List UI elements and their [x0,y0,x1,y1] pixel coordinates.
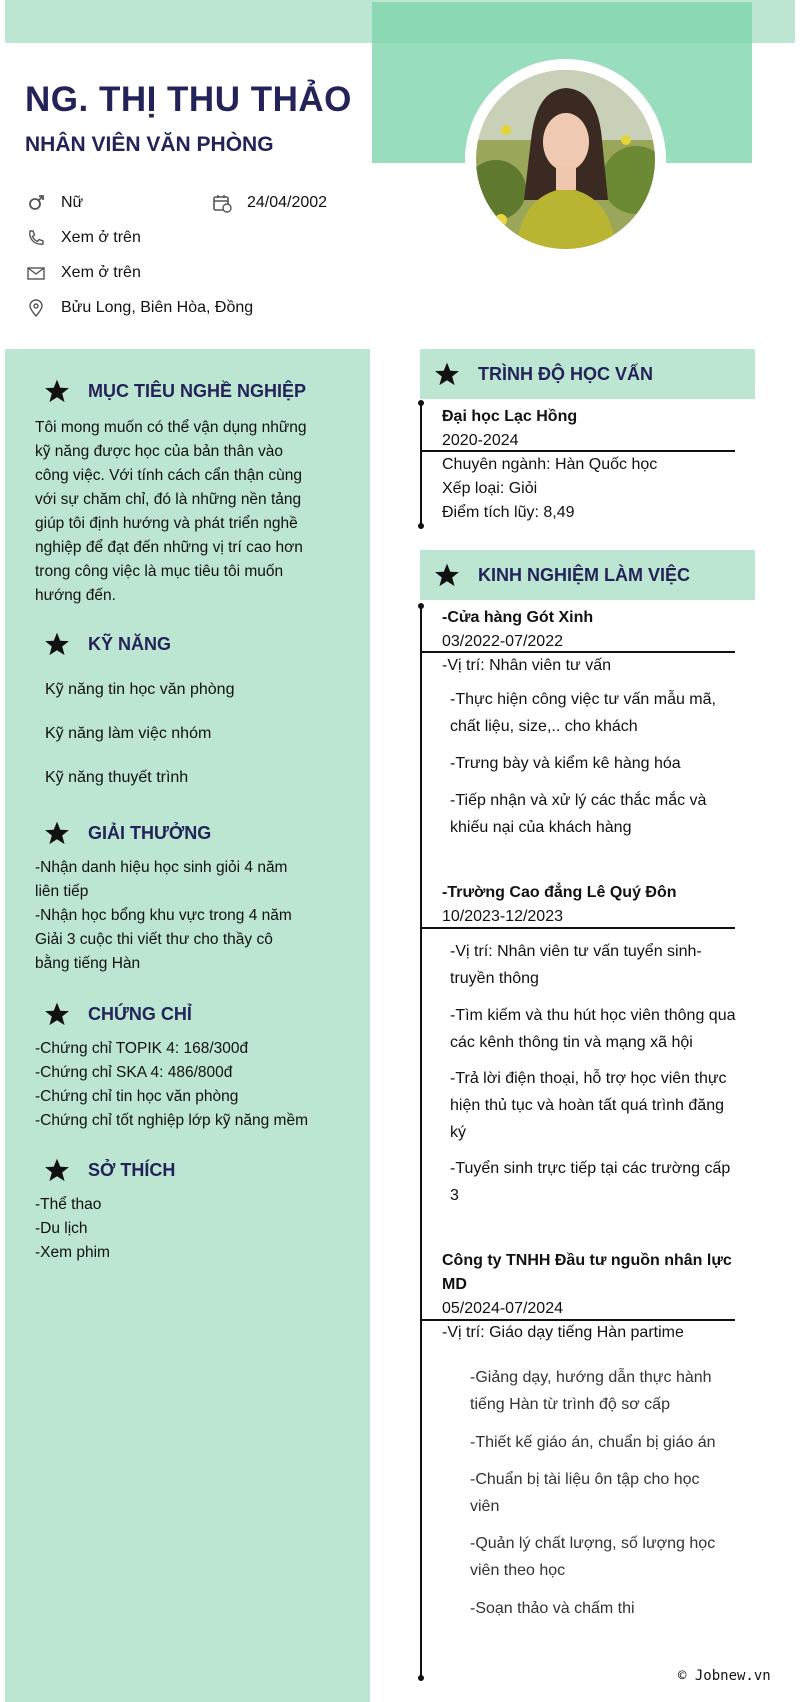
job-task: -Giảng dạy, hướng dẫn thực hành tiếng Hàn từ trình độ sơ cấp [470,1369,712,1413]
job-position: -Vị trí: Giáo dạy tiếng Hàn partime [442,1324,684,1341]
gender-value: Nữ [61,194,84,211]
timeline-dot [418,523,424,529]
email-value: Xem ở trên [61,264,141,281]
calendar-icon [211,192,233,214]
skill-item: Kỹ năng tin học văn phòng [45,681,235,698]
job-task: -Thiết kế giáo án, chuẩn bị giáo án [470,1434,716,1451]
contact-gender [25,192,83,214]
experience-header [420,550,755,600]
education-major: Chuyên ngành: Hàn Quốc học [442,456,658,473]
job-task: -Soạn thảo và chấm thi [470,1600,635,1617]
education-heading: TRÌNH ĐỘ HỌC VẤN [434,361,653,387]
job-task: -Vị trí: Nhân viên tư vấn tuyển sinh- truyền thông [450,943,702,987]
awards-heading: GIẢI THƯỞNG [44,820,211,846]
education-school: Đại học Lạc Hồng [442,408,578,425]
certificates-text: -Chứng chỉ TOPIK 4: 168/300đ -Chứng chỉ SKA 4: 486/800đ -Chứng chỉ tin học văn phòng -Chứng chỉ tốt nghiệp lớp kỹ năng mềm [35,1040,308,1129]
education-rank: Xếp loại: Giỏi [442,480,538,497]
candidate-job-title: NHÂN VIÊN VĂN PHÒNG [25,133,274,156]
star-icon [434,361,460,387]
job-task: -Quản lý chất lượng, số lượng học viên theo học [470,1535,716,1579]
job-task: -Trả lời điện thoại, hỗ trợ học viên thực hiện thủ tục và hoàn tất quá trình đăng ký [450,1070,727,1141]
mail-icon [25,262,47,284]
job-task: -Chuẩn bị tài liệu ôn tập cho học viên [470,1471,700,1515]
certificates-heading: CHỨNG CHỈ [44,1001,192,1027]
hobbies-heading: SỞ THÍCH [44,1157,175,1183]
job-task: -Tuyển sinh trực tiếp tại các trường cấp 3 [450,1160,731,1204]
star-icon [44,820,70,846]
footer-credit: © Jobnew.vn [678,1668,771,1684]
gender-icon [25,192,47,214]
contact-phone [25,227,141,249]
awards-text: -Nhận danh hiệu học sinh giỏi 4 năm liên tiếp -Nhận học bổng khu vực trong 4 năm Giải 3 cuộc thi viết thư cho thầy cô bằng tiếng Hàn [35,859,292,972]
experience-timeline [420,606,422,1678]
star-icon [44,1157,70,1183]
objective-heading: MỤC TIÊU NGHỀ NGHIỆP [44,378,306,404]
job-period: 10/2023-12/2023 [442,908,563,925]
star-icon [434,562,460,588]
profile-photo [476,70,655,249]
contact-birthday [211,192,327,214]
location-pin-icon [25,297,47,319]
timeline-dot [418,1675,424,1681]
phone-value: Xem ở trên [61,229,141,246]
job-position: -Vị trí: Nhân viên tư vấn [442,657,611,674]
job-company: -Trường Cao đẳng Lê Quý Đôn [442,884,677,901]
job-period: 03/2022-07/2022 [442,633,563,650]
star-icon [44,1001,70,1027]
skills-heading: KỸ NĂNG [44,631,171,657]
skill-item: Kỹ năng làm việc nhóm [45,725,212,742]
education-timeline [420,403,422,527]
hobbies-text: -Thể thao -Du lịch -Xem phim [35,1196,110,1261]
job-company: -Cửa hàng Gót Xinh [442,609,594,626]
job-task: -Trưng bày và kiểm kê hàng hóa [450,755,681,772]
job-task: -Tìm kiếm và thu hút học viên thông qua các kênh thông tin và mạng xã hội [450,1007,736,1051]
contact-email [25,262,141,284]
education-gpa: Điểm tích lũy: 8,49 [442,504,575,521]
objective-text: Tôi mong muốn có thể vận dụng những kỹ năng được học của bản thân vào công việc. Với tính cách cẩn thận cùng với sự chăm chỉ, đó là những nền tảng giúp tôi định hướng và phát triển nghề nghiệp để đạt đến những vị trí cao hơn trong công việc là mục tiêu tôi muốn hướng đến. [35,419,307,604]
job-company: Công ty TNHH Đầu tư nguồn nhân lực MD [442,1252,732,1293]
job-task: -Thực hiện công việc tư vấn mẫu mã, chất liệu, size,.. cho khách [450,691,716,735]
timeline-dot [418,603,424,609]
candidate-name: NG. THỊ THU THẢO [25,80,352,119]
timeline-dot [418,400,424,406]
star-icon [44,631,70,657]
job-task: -Tiếp nhận và xử lý các thắc mắc và khiếu nại của khách hàng [450,792,707,836]
phone-icon [25,227,47,249]
education-header [420,349,755,399]
job-period: 05/2024-07/2024 [442,1300,563,1317]
address-value: Bửu Long, Biên Hòa, Đồng [61,299,254,316]
divider [420,927,735,929]
star-icon [44,378,70,404]
birthday-value: 24/04/2002 [247,194,328,211]
divider [420,651,735,653]
contact-address [25,297,253,319]
skill-item: Kỹ năng thuyết trình [45,769,189,786]
divider [420,450,735,452]
education-period: 2020-2024 [442,432,519,449]
experience-heading: KINH NGHIỆM LÀM VIỆC [434,562,690,588]
